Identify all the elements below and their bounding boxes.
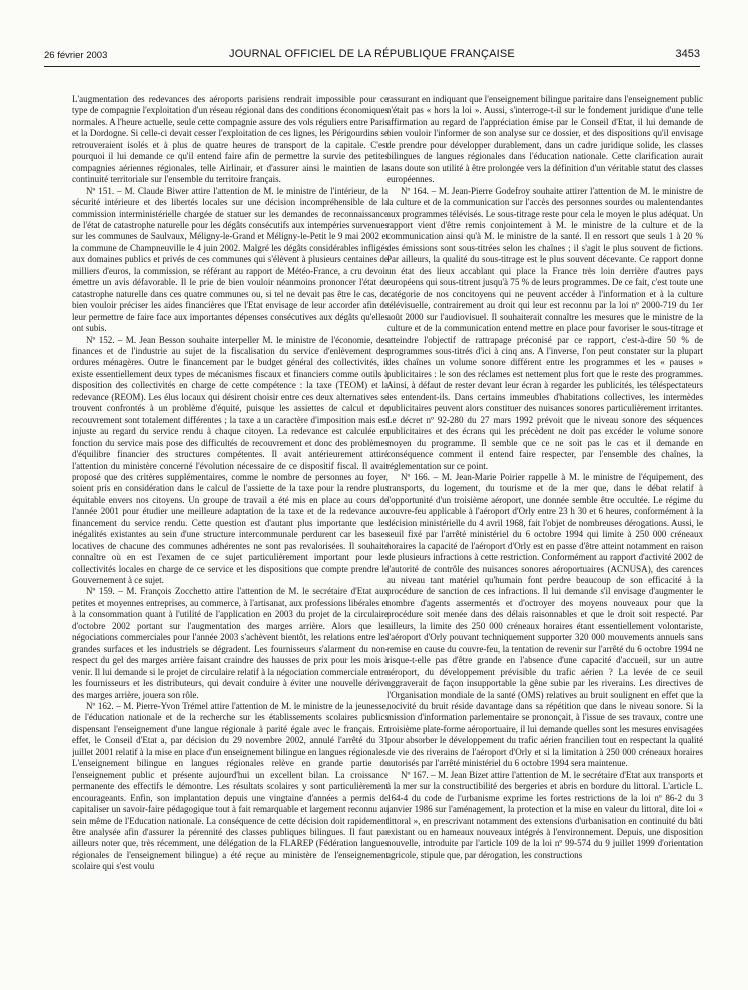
question-151: Nº 151. – M. Claude Biwer attire l'attention de M. le ministre de l'intérieur, de la sécurité intérieure et des libertés locales sur une décision incompréhensible de la commission interministérielle chargée de statuer sur les demandes de reconnaissance de l'état de catastrophe naturelle pour les dégâts consécutifs aux intempéries survenues sur les communes de Saulvaux, Méligny-le-Grand et Méligny-le-Petit le 9 mai 2002 et la commune de Champneuville le 4 juin 2002. Malgré les dégâts considérables infligés aux domaines publics et privés de ces communes qui s'élèvent à plusieurs centaines de milliers d'euros, la commission, se référant au rapport de Météo-France, a cru devoir émettre un avis défavorable. Il le prie de bien vouloir néanmoins prononcer l'état de catastrophe naturelle dans ces quatre communes ou, si tel ne devait pas être le cas, de bien vouloir préciser les aides financières que l'Etat envisage de leur accorder afin de leur permettre de faire face aux importantes dépenses consécutives aux dégâts qu'elles ont subis. (72, 185, 388, 334)
paragraph: rassurant en indiquant que l'enseignement bilingue paritaire dans l'enseignement public n'était pas « hors la loi ». Aussi, s'interroge-t-il sur le fondement juridique d'une telle affirmation au regard de l'appréciation émise par le Conseil d'Etat, il lui demande de bien vouloir l'informer de son analyse sur ce dossier, et des dispositions qu'il envisage de prendre pour développer durablement, dans un cadre juridique solide, les classes bilingues de langues régionales dans l'éducation nationale. Cette clarification aurait sans doute son utilité à être prolongée vers la définition d'un véritable statut des classes européennes. (387, 94, 703, 185)
right-column (387, 94, 703, 984)
question-162: Nº 162. – M. Pierre-Yvon Trémel attire l'attention de M. le ministre de la jeunesse, de l'éducation nationale et de la recherche sur les établissements scolaires publics dispensant l'enseignement d'une langue régionale à parité égale avec le français. En effet, le Conseil d'Etat a, par décision du 29 novembre 2002, annulé l'arrêté du 31 juillet 2001 relatif à la mise en place d'un enseignement bilingue en langues régionales. L'enseignement bilingue en langues régionales relève en grande partie de l'enseignement public et présente aujourd'hui un excellent bilan. La croissance permanente des effectifs le démontre. Les résultats scolaires y sont particulièrement encourageants. Enfin, son implantation depuis une vingtaine d'années a permis de capitaliser un savoir-faire pédagogique tout à fait remarquable et largement reconnu au sein même de l'Education nationale. La conséquence de cette décision doit rapidement être analysée afin d'assurer la pérennité des classes publiques bilingues. Il faut par ailleurs noter que, très récemment, une délégation de la FLAREP (Fédération langues régionales de l'enseignement bilingue) a été reçue au ministère de l'enseignement scolaire qui s'est voulu (72, 701, 388, 872)
question-166: Nº 166. – M. Jean-Marie Poirier rappelle à M. le ministre de l'équipement, des transports, du logement, du tourisme et de la mer que, dans le débat relatif à l'opportunité d'un troisième aéroport, une donnée semble être occultée. Le régime du couvre-feu applicable à l'aéroport d'Orly entre 23 h 30 et 6 heures, conformément à la décision ministérielle du 4 avril 1968, fait l'objet de nombreuses dérogations. Aussi, le seuil fixé par l'arrêté ministériel du 6 octobre 1994 qui limite à 250 000 créneaux horaires la capacité de l'aéroport d'Orly est en passe d'être atteint notamment en raison de plusieurs infractions à cette restriction. Conformément au rapport d'activité 2002 de l'autorité de contrôle des nuisances sonores aéroportuaires (ACNUSA), des carences au niveau tant matériel qu'humain font perdre beaucoup de son efficacité à la procédure de sanction de ces infractions. Il lui demande s'il envisage d'augmenter le nombre d'agents assermentés et d'octroyer des moyens nouveaux pour que la procédure soit menée dans des délais raisonnables et que le droit soit respecté. Par ailleurs, la limite des 250 000 créneaux horaires étant essentiellement volontariste, l'aéroport d'Orly pouvant techniquement supporter 320 000 mouvements annuels sans remise en cause du couvre-feu, la tentation de revenir sur l'arrêté du 6 octobre 1994 ne risque-t-elle pas d'être grande en l'absence d'une capacité d'accueil, sur un autre aéroport, du développement prévisible du trafic aérien ? La levée de ce seuil aggraverait de façon insupportable la gêne subie par les riverains. Les directives de l'Organisation mondiale de la santé (OMS) relatives au bruit soulignent en effet que la nocivité du bruit réside davantage dans sa répétition que dans le niveau sonore. Si la mission d'information parlementaire se prononçait, à l'issue de ses travaux, contre une troisième plate-forme aéroportuaire, il lui demande quelles sont les mesures envisagées pour absorber le développement du trafic aérien francilien tout en respectant la qualité de vie des riverains de l'aéroport d'Orly et si la limitation à 250 000 créneaux horaires autorisés par l'arrêté ministériel du 6 octobre 1994 sera maintenue. (387, 471, 703, 769)
question-159: Nº 159. – M. François Zocchetto attire l'attention de M. le secrétaire d'Etat aux petites et moyennes entreprises, au commerce, à l'artisanat, aux professions libérales et à la consommation quant à l'utilité de l'application en 2003 du projet de la circulaire d'octobre 2002 portant sur l'augmentation des marges arrière. Alors que les négociations commerciales pour l'année 2003 s'achèvent bientôt, les relations entre les grandes surfaces et les industriels se dégradent. Les fournisseurs s'alarment du non-respect du gel des marges arrière faisant craindre des hausses de prix pour les mois à venir. Il lui demande si le projet de circulaire relatif à la négociation commerciale entre les fournisseurs et les distributeurs, qui devait conduire à éviter une nouvelle dérive des marges arrière, jouera son rôle. (72, 586, 388, 700)
paragraph: L'augmentation des redevances des aéroports parisiens rendrait impossible pour ce type de compagnie l'exploitation d'un réseau régional dans des conditions économiques normales. A l'heure actuelle, seule cette compagnie assure des vols réguliers entre Paris et la Dordogne. Si celle-ci devait cesser l'exploitation de ces lignes, les Périgourdins se retrouveraient isolés et à plus de quatre heures de transport de la capitale. C'est pourquoi il lui demande ce qu'il entend faire afin de permettre la survie des petites compagnies aériennes régionales, telle Airlinair, et d'assurer ainsi le maintien de la continuité territoriale sur l'ensemble du territoire français. (72, 94, 388, 185)
question-167: Nº 167. – M. Jean Bizet attire l'attention de M. le secrétaire d'Etat aux transports et à la mer sur la constructibilité des bergeries et abris en bordure du littoral. L'article L. 164-4 du code de l'urbanisme exprime les fortes restrictions de la loi nº 86-2 du 3 janvier 1986 sur l'aménagement, la protection et la mise en valeur du littoral, dite loi « littoral », en prescrivant notamment des extensions d'urbanisation en continuité du bâti existant ou en hameaux nouveaux intégrés à l'environnement. Depuis, une disposition nouvelle, introduite par l'article 109 de la loi nº 99-574 du 9 juillet 1999 d'orientation agricole, stipule que, par dérogation, les constructions (387, 769, 703, 860)
left-column (72, 94, 388, 984)
page-header (44, 48, 700, 64)
issue-date: 26 février 2003 (44, 50, 108, 61)
journal-title: JOURNAL OFFICIEL DE LA RÉPUBLIQUE FRANÇAISE (229, 48, 515, 60)
question-152: Nº 152. – M. Jean Besson souhaite interpeller M. le ministre de l'économie, des finances et de l'industrie au sujet de la fiscalisation du service d'enlèvement des ordures ménagères. Outre le financement par le budget général des collectivités, il existe essentiellement deux types de mécanismes fiscaux et financiers comme outils à disposition des collectivités en charge de cette compétence : la taxe (TEOM) et la redevance (REOM). Les élus locaux qui désirent choisir entre ces deux alternatives se trouvent confrontés à un problème d'équité, puisque les assiettes de calcul et de recouvrement sont totalement différentes ; la taxe a un caractère d'imposition mais est injuste au regard du service rendu à chaque citoyen. La redevance est calculée en fonction du service mais pose des difficultés de recouvrement et donc des problèmes d'équilibre financier des structures compétentes. Il avait antérieurement attiré l'attention du ministère concerné l'évolution nécessaire de ce dispositif fiscal. Il avait proposé que des critères supplémentaires, comme le nombre de personnes au foyer, soient pris en considération dans le calcul de l'assiette de la taxe pour la rendre plus équitable envers nos citoyens. Un groupe de travail a été mis en place au cours de l'année 2001 pour étudier une meilleure adaptation de la taxe et de la redevance au financement du service rendu. Cette question est d'autant plus importante que les inégalités existantes au sein d'une structure intercommunale perdurent car les bases locatives de chacune des communes adhérentes ne sont pas revalorisées. Il souhaite connaître où en est l'examen de ce sujet particulièrement important pour les collectivités locales en charge de ce service et les dispositions que compte prendre le Gouvernement à ce sujet. (72, 334, 388, 586)
page-number: 3453 (675, 48, 700, 60)
question-164: Nº 164. – M. Jean-Pierre Godefroy souhaite attirer l'attention de M. le ministre de la culture et de la communication sur l'accès des personnes sourdes ou malentendantes aux programmes télévisés. Le sous-titrage reste pour cela le moyen le plus adéquat. Un rapport vient d'être remis conjointement à M. le ministre de la culture et de la communication ainsi qu'à M. le ministre de la santé. Il en ressort que seuls 1 à 20 % des émissions sont sous-titrées selon les chaînes ; il s'agit le plus souvent de fictions. Par ailleurs, la qualité du sous-titrage est le plus souvent décevante. Ce rapport donne un état des lieux accablant qui place la France très loin derrière d'autres pays européens qui sous-titrent jusqu'à 75 % de leurs programmes. De ce fait, c'est toute une catégorie de nos concitoyens qui ne peuvent accéder à l'information et à la culture télévisuelle, contrairement au droit qui leur est reconnu par la loi nº 2000-719 du 1er août 2000 sur l'audiovisuel. Il souhaiterait connaître les mesures que le ministre de la culture et de la communication entend mettre en place pour favoriser le sous-titrage et atteindre l'objectif de rattrapage préconisé par ce rapport, c'est-à-dire 50 % de programmes sous-titrés d'ici à cinq ans. A l'inverse, l'on peut constater sur la plupart des chaînes un volume sonore différent entre les programmes et les « pauses » publicitaires : le son des réclames est nettement plus fort que le reste des programmes. Ainsi, à défaut de rester devant leur écran à regarder les publicités, les téléspectateurs les entendent-ils. Dans certains immeubles d'habitations collectives, les intermèdes publicitaires peuvent alors constituer des nuisances sonores particulièrement irritantes. Le décret nº 92-280 du 27 mars 1992 prévoit que le niveau sonore des séquences publicitaires et des écrans qui les précèdent ne doit pas excéder le volume sonore moyen du programme. Il semble que ce ne soit pas le cas et il demande en conséquence comment il entend faire respecter, par l'ensemble des chaînes, la réglementation sur ce point. (387, 185, 703, 471)
header-rule (44, 66, 700, 67)
